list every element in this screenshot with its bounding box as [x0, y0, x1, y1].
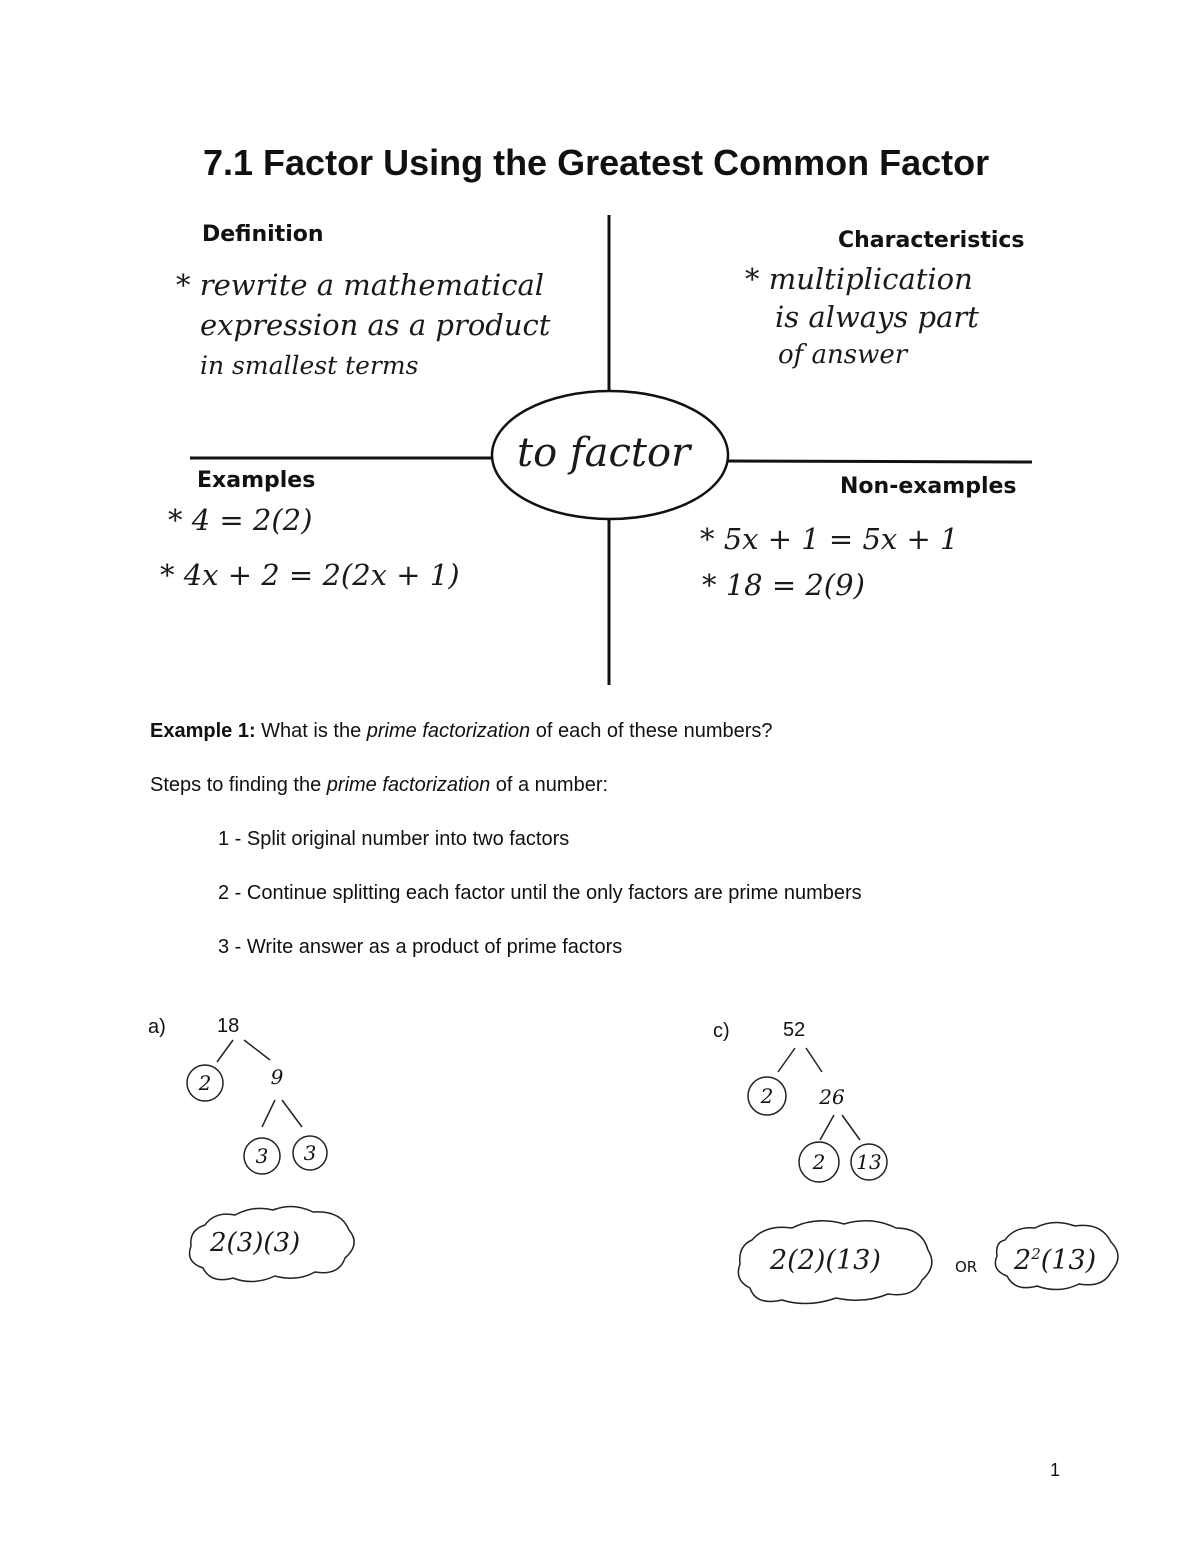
problem-a-number: 18 [217, 1015, 240, 1037]
characteristics-line-1: * multiplication [745, 262, 973, 296]
example1-label: Example 1: [150, 720, 256, 742]
problem-a-answer: 2(3)(3) [210, 1228, 301, 1258]
problem-c-number: 52 [783, 1019, 806, 1041]
problem-c-alt-answer [1014, 1245, 1096, 1276]
examples-label: Examples [197, 468, 316, 493]
characteristics-label: Characteristics [838, 228, 1025, 253]
problem-c-answer: 2(2)(13) [770, 1245, 881, 1276]
problem-a-factor-9: 9 [270, 1065, 284, 1089]
step-1: 1 - Split original number into two factors [218, 828, 570, 850]
problem-c-factor-13: 13 [856, 1150, 882, 1174]
definition-label: Definition [202, 222, 324, 247]
non-example-item-2: * 18 = 2(9) [702, 568, 865, 602]
problem-a-factor-2: 2 [198, 1071, 212, 1095]
page-number: 1 [1050, 1460, 1061, 1480]
problem-a-factor-3b: 3 [303, 1141, 317, 1165]
step-3: 3 - Write answer as a product of prime factors [218, 936, 623, 958]
steps-post: of a number: [490, 774, 609, 796]
problem-c-alt-rest: (13) [1040, 1245, 1097, 1276]
characteristics-line-2: is always part [775, 300, 979, 334]
definition-line-3: in smallest terms [200, 351, 419, 380]
steps-pre: Steps to finding the [150, 774, 327, 796]
example-item-2: * 4x + 2 = 2(2x + 1) [160, 558, 460, 592]
example1-q-pre: What is the [255, 720, 367, 742]
example1-q-em: prime factorization [366, 720, 531, 742]
example-item-1: * 4 = 2(2) [168, 503, 313, 537]
frayer-center-term: to factor [517, 430, 691, 476]
definition-line-1: * rewrite a mathematical [176, 268, 545, 302]
problem-c-alt-exp: 2 [1031, 1245, 1041, 1263]
example1-q-post: of each of these numbers? [530, 720, 773, 742]
problem-c-alt-base: 2 [1014, 1245, 1032, 1276]
problem-c-factor-2: 2 [760, 1084, 774, 1108]
definition-line-2: expression as a product [200, 308, 551, 342]
non-example-item-1: * 5x + 1 = 5x + 1 [700, 522, 959, 556]
non-examples-label: Non-examples [840, 474, 1017, 499]
characteristics-line-3: of answer [778, 340, 908, 370]
problem-c-letter: c) [713, 1020, 730, 1042]
steps-em: prime factorization [326, 774, 491, 796]
step-2: 2 - Continue splitting each factor until the only factors are prime numbers [218, 882, 862, 904]
problem-c-factor-2b: 2 [812, 1150, 826, 1174]
problem-a-factor-3a: 3 [255, 1144, 269, 1168]
problem-c-factor-26: 26 [819, 1085, 845, 1109]
problem-c-or: OR [955, 1258, 978, 1276]
page-title: 7.1 Factor Using the Greatest Common Factor [203, 142, 990, 183]
problem-a-letter: a) [148, 1016, 166, 1038]
